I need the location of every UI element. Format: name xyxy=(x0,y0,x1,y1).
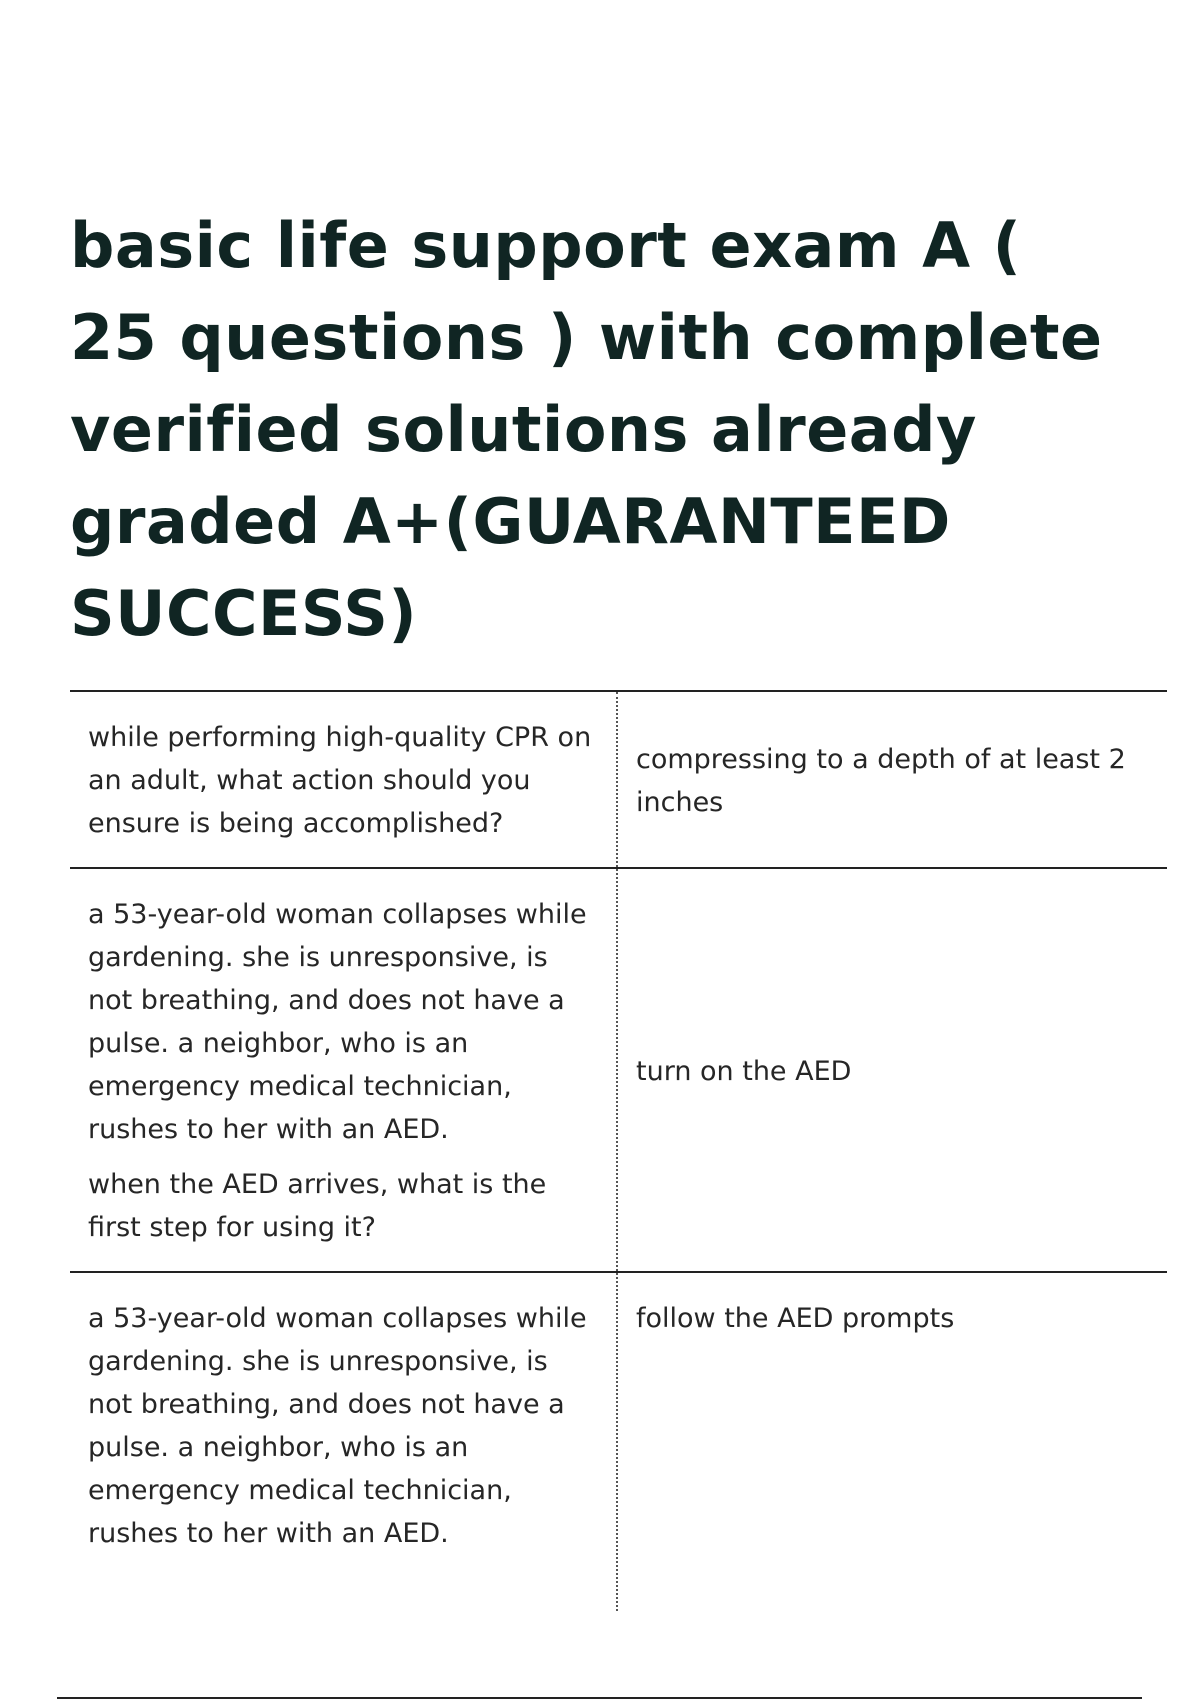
footer-divider xyxy=(57,1697,1142,1699)
qa-row xyxy=(70,1271,1167,1611)
question-cell xyxy=(70,869,618,1271)
answer-cell xyxy=(618,692,1167,867)
answer-text: follow the AED prompts xyxy=(636,1303,955,1334)
question-text: while performing high-quality CPR on an adult, what action should you ensure is being accomplished? xyxy=(88,722,592,839)
question-text: a 53-year-old woman collapses while gardening. she is unresponsive, is not breathing, and does not have a pulse. a neighbor, who is an emergency medical technician, rushes to her with an AED. xyxy=(88,1303,587,1549)
question-cell xyxy=(70,692,618,867)
qa-row xyxy=(70,867,1167,1271)
question-cell xyxy=(70,1273,618,1611)
answer-cell xyxy=(618,869,1167,1271)
qa-table xyxy=(70,690,1167,1611)
document-title: basic life support exam A ( 25 questions ) with complete verified solutions already graded A+(GUARANTEED SUCCESS) xyxy=(70,209,1103,650)
qa-row xyxy=(70,690,1167,867)
answer-text: turn on the AED xyxy=(636,1055,852,1087)
answer-text: compressing to a depth of at least 2 inches xyxy=(636,743,1126,818)
answer-cell xyxy=(618,1273,1167,1611)
question-text: a 53-year-old woman collapses while gardening. she is unresponsive, is not breathing, and does not have a pulse. a neighbor, who is an emergency medical technician, rushes to her with an AED. xyxy=(88,899,587,1145)
question-text: when the AED arrives, what is the first step for using it? xyxy=(88,1169,547,1243)
